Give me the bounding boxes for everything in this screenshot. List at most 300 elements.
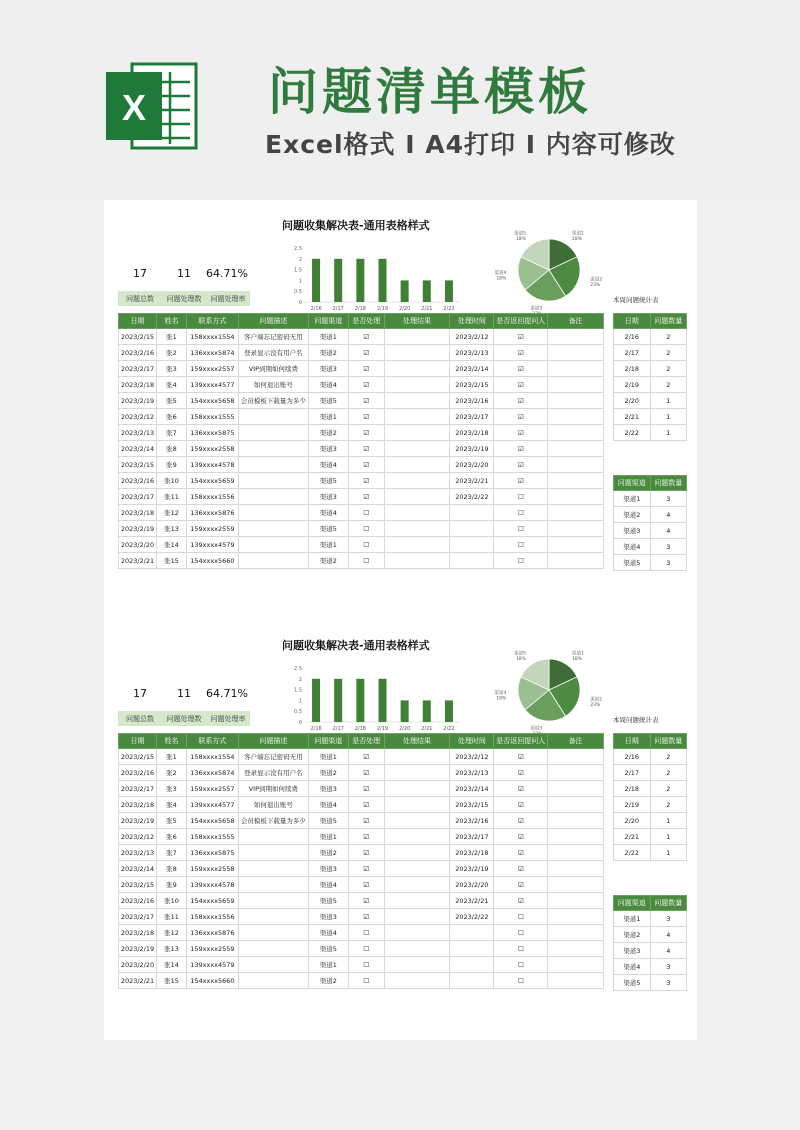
column-header: 问题数量 bbox=[650, 314, 686, 329]
table-cell: 3 bbox=[650, 911, 686, 927]
table-cell: 2023/2/20 bbox=[119, 537, 157, 553]
table-cell: 如何退出账号 bbox=[238, 797, 308, 813]
checked-checkbox[interactable]: ☑ bbox=[494, 345, 548, 361]
checked-checkbox[interactable]: ☑ bbox=[494, 393, 548, 409]
x-tick-label: 2/22 bbox=[443, 306, 455, 312]
table-row bbox=[119, 377, 604, 393]
table-cell: 136xxxx5875 bbox=[186, 425, 238, 441]
table-cell: 3 bbox=[650, 555, 686, 571]
table-cell: 张2 bbox=[156, 765, 186, 781]
table-cell: 154xxxx5660 bbox=[186, 973, 238, 989]
table-cell: 张10 bbox=[156, 473, 186, 489]
table-cell: 2/19 bbox=[614, 797, 651, 813]
column-header: 日期 bbox=[614, 314, 651, 329]
table-cell bbox=[384, 329, 450, 345]
checked-checkbox[interactable]: ☑ bbox=[348, 457, 384, 473]
table-cell bbox=[384, 521, 450, 537]
table-row bbox=[119, 861, 604, 877]
table-cell: 2 bbox=[650, 749, 686, 765]
table-cell: 2023/2/17 bbox=[119, 361, 157, 377]
table-row bbox=[614, 523, 687, 539]
pie-percent-label: 18% bbox=[496, 696, 507, 702]
table-cell: 136xxxx5876 bbox=[186, 925, 238, 941]
checked-checkbox[interactable]: ☑ bbox=[494, 781, 548, 797]
table-cell bbox=[450, 521, 494, 537]
table-row bbox=[614, 345, 687, 361]
table-cell: 渠道1 bbox=[308, 409, 348, 425]
checked-checkbox[interactable]: ☑ bbox=[348, 361, 384, 377]
table-cell: 张13 bbox=[156, 521, 186, 537]
table-cell: 张12 bbox=[156, 925, 186, 941]
table-cell: 154xxxx5658 bbox=[186, 393, 238, 409]
unchecked-checkbox[interactable]: ☐ bbox=[348, 505, 384, 521]
unchecked-checkbox[interactable]: ☐ bbox=[348, 537, 384, 553]
table-cell: 2 bbox=[650, 765, 686, 781]
table-cell bbox=[384, 797, 450, 813]
table-cell bbox=[238, 457, 308, 473]
table-row bbox=[119, 797, 604, 813]
table-cell: 渠道4 bbox=[308, 505, 348, 521]
stat-label-row bbox=[118, 711, 250, 726]
table-cell bbox=[548, 909, 604, 925]
checked-checkbox[interactable]: ☑ bbox=[348, 377, 384, 393]
table-cell bbox=[548, 377, 604, 393]
table-row bbox=[119, 781, 604, 797]
table-cell: 2023/2/21 bbox=[450, 473, 494, 489]
table-cell bbox=[384, 861, 450, 877]
checked-checkbox[interactable]: ☑ bbox=[348, 409, 384, 425]
table-cell: 2023/2/21 bbox=[450, 893, 494, 909]
table-cell bbox=[238, 845, 308, 861]
table-cell: 2023/2/20 bbox=[119, 957, 157, 973]
pie-percent-label: 18% bbox=[515, 236, 526, 242]
x-tick-label: 2/19 bbox=[376, 726, 389, 732]
table-cell: 渠道1 bbox=[308, 957, 348, 973]
table-cell bbox=[384, 553, 450, 569]
table-cell: 4 bbox=[650, 927, 686, 943]
table-cell: 3 bbox=[650, 539, 686, 555]
checked-checkbox[interactable]: ☑ bbox=[494, 377, 548, 393]
checked-checkbox[interactable]: ☑ bbox=[494, 361, 548, 377]
table-cell: 159xxxx2558 bbox=[186, 861, 238, 877]
table-row bbox=[119, 345, 604, 361]
checked-checkbox[interactable]: ☑ bbox=[348, 393, 384, 409]
sheet-title: 问题收集解决表-通用表格样式 bbox=[282, 639, 430, 652]
checked-checkbox[interactable]: ☑ bbox=[348, 909, 384, 925]
table-cell bbox=[450, 505, 494, 521]
hero-subtitle: Excel格式 I A4打印 I 内容可修改 bbox=[265, 130, 676, 159]
column-header: 问题数量 bbox=[650, 896, 686, 911]
column-header: 是否返回提问人 bbox=[494, 734, 548, 749]
column-header: 是否返回提问人 bbox=[494, 314, 548, 329]
column-header: 日期 bbox=[614, 734, 651, 749]
column-header: 联系方式 bbox=[186, 314, 238, 329]
table-cell bbox=[384, 973, 450, 989]
table-cell: 2023/2/13 bbox=[119, 425, 157, 441]
table-cell: 2023/2/15 bbox=[119, 457, 157, 473]
table-row bbox=[614, 749, 687, 765]
sheet-page-1 bbox=[104, 200, 697, 620]
table-cell bbox=[238, 925, 308, 941]
unchecked-checkbox[interactable]: ☐ bbox=[348, 941, 384, 957]
issue-table bbox=[118, 313, 604, 569]
pie-label: 渠道3 bbox=[530, 306, 543, 312]
unchecked-checkbox[interactable]: ☐ bbox=[494, 537, 548, 553]
table-cell: 154xxxx5658 bbox=[186, 813, 238, 829]
table-cell: 154xxxx5660 bbox=[186, 553, 238, 569]
y-tick-label: 0.5 bbox=[294, 289, 302, 296]
pie-label: 渠道2 bbox=[590, 277, 603, 283]
table-cell: 渠道5 bbox=[308, 813, 348, 829]
checked-checkbox[interactable]: ☑ bbox=[494, 813, 548, 829]
table-cell: 3 bbox=[650, 975, 686, 991]
bar-2/17 bbox=[334, 259, 342, 302]
table-row bbox=[119, 489, 604, 505]
table-cell: 4 bbox=[650, 523, 686, 539]
pie-label: 渠道1 bbox=[572, 231, 584, 237]
table-cell: 2 bbox=[650, 329, 686, 345]
table-cell bbox=[238, 553, 308, 569]
table-cell: 张11 bbox=[156, 489, 186, 505]
table-row bbox=[614, 329, 687, 345]
table-row bbox=[614, 377, 687, 393]
table-cell: 2023/2/17 bbox=[450, 829, 494, 845]
x-tick-label: 2/20 bbox=[399, 306, 411, 312]
handled-count: 11 bbox=[177, 267, 191, 280]
table-cell bbox=[548, 473, 604, 489]
unchecked-checkbox[interactable]: ☐ bbox=[494, 505, 548, 521]
x-tick-label: 2/17 bbox=[332, 306, 344, 312]
checked-checkbox[interactable]: ☑ bbox=[348, 813, 384, 829]
table-cell bbox=[238, 409, 308, 425]
x-tick-label: 2/22 bbox=[443, 726, 455, 732]
table-cell: 会员模板下载量为多少 bbox=[238, 393, 308, 409]
table-cell: 2023/2/16 bbox=[119, 345, 157, 361]
table-cell: 2023/2/16 bbox=[450, 813, 494, 829]
column-header: 是否处理 bbox=[348, 734, 384, 749]
table-cell: 2 bbox=[650, 345, 686, 361]
table-cell: 2023/2/18 bbox=[119, 797, 157, 813]
table-cell bbox=[548, 409, 604, 425]
table-cell: 张4 bbox=[156, 377, 186, 393]
table-cell: 158xxxx1555 bbox=[186, 829, 238, 845]
table-cell: 2/22 bbox=[614, 845, 651, 861]
checked-checkbox[interactable]: ☑ bbox=[494, 877, 548, 893]
checked-checkbox[interactable]: ☑ bbox=[348, 893, 384, 909]
table-cell bbox=[238, 877, 308, 893]
column-header: 问题描述 bbox=[238, 314, 308, 329]
unchecked-checkbox[interactable]: ☐ bbox=[494, 521, 548, 537]
checked-checkbox[interactable]: ☑ bbox=[494, 409, 548, 425]
table-cell: 渠道5 bbox=[308, 473, 348, 489]
x-tick-label: 2/16 bbox=[310, 726, 322, 732]
checked-checkbox[interactable]: ☑ bbox=[348, 877, 384, 893]
checked-checkbox[interactable]: ☑ bbox=[348, 749, 384, 765]
logo-letter: X bbox=[121, 87, 147, 128]
table-cell bbox=[238, 521, 308, 537]
table-cell bbox=[548, 973, 604, 989]
checked-checkbox[interactable]: ☑ bbox=[494, 441, 548, 457]
table-cell: 136xxxx5874 bbox=[186, 345, 238, 361]
y-tick-label: 2.5 bbox=[294, 246, 302, 252]
table-cell: 2023/2/19 bbox=[119, 393, 157, 409]
table-row bbox=[119, 505, 604, 521]
table-cell: 3 bbox=[650, 491, 686, 507]
table-cell: 2/20 bbox=[614, 393, 651, 409]
table-cell: 张12 bbox=[156, 505, 186, 521]
bar-2/20 bbox=[401, 700, 409, 722]
hero-title: 问题清单模板 bbox=[268, 63, 592, 121]
table-cell: 客户端忘记密码无用 bbox=[238, 329, 308, 345]
table-row bbox=[614, 911, 687, 927]
table-cell: 渠道1 bbox=[308, 829, 348, 845]
table-cell: 渠道3 bbox=[308, 781, 348, 797]
x-tick-label: 2/19 bbox=[376, 306, 389, 312]
unchecked-checkbox[interactable]: ☐ bbox=[494, 925, 548, 941]
pie-percent-label: 18% bbox=[496, 276, 507, 282]
handled-count: 11 bbox=[177, 687, 191, 700]
table-cell: 2023/2/17 bbox=[450, 409, 494, 425]
checked-checkbox[interactable]: ☑ bbox=[348, 345, 384, 361]
table-cell: 渠道5 bbox=[308, 941, 348, 957]
table-row bbox=[614, 829, 687, 845]
table-cell: VIP到期如何续费 bbox=[238, 361, 308, 377]
table-cell: 3 bbox=[650, 959, 686, 975]
table-cell: 1 bbox=[650, 829, 686, 845]
column-header: 日期 bbox=[119, 314, 157, 329]
column-header: 备注 bbox=[548, 314, 604, 329]
column-header: 日期 bbox=[119, 734, 157, 749]
table-cell: 2023/2/18 bbox=[450, 425, 494, 441]
y-tick-label: 2 bbox=[298, 676, 302, 683]
table-cell bbox=[238, 441, 308, 457]
table-cell: 如何退出账号 bbox=[238, 377, 308, 393]
unchecked-checkbox[interactable]: ☐ bbox=[348, 521, 384, 537]
table-cell: 渠道3 bbox=[308, 861, 348, 877]
checked-checkbox[interactable]: ☑ bbox=[494, 797, 548, 813]
checked-checkbox[interactable]: ☑ bbox=[348, 441, 384, 457]
table-row bbox=[119, 361, 604, 377]
table-cell: 2023/2/19 bbox=[119, 813, 157, 829]
table-cell: 张7 bbox=[156, 845, 186, 861]
table-cell: 渠道2 bbox=[614, 507, 651, 523]
y-tick-label: 2 bbox=[298, 256, 302, 263]
table-cell bbox=[384, 537, 450, 553]
table-cell bbox=[450, 957, 494, 973]
checked-checkbox[interactable]: ☑ bbox=[348, 861, 384, 877]
table-cell: 张15 bbox=[156, 553, 186, 569]
pie-percent-label: 23% bbox=[590, 702, 601, 708]
table-cell: 1 bbox=[650, 425, 686, 441]
checked-checkbox[interactable]: ☑ bbox=[494, 425, 548, 441]
checked-checkbox[interactable]: ☑ bbox=[494, 845, 548, 861]
handled-label: 问题处理数 bbox=[166, 715, 202, 723]
table-cell: 张9 bbox=[156, 877, 186, 893]
table-row bbox=[119, 473, 604, 489]
unchecked-checkbox[interactable]: ☐ bbox=[348, 957, 384, 973]
column-header: 问题渠道 bbox=[308, 314, 348, 329]
checked-checkbox[interactable]: ☑ bbox=[348, 781, 384, 797]
table-cell bbox=[238, 973, 308, 989]
x-tick-label: 2/18 bbox=[354, 306, 366, 312]
table-cell: 4 bbox=[650, 943, 686, 959]
unchecked-checkbox[interactable]: ☐ bbox=[494, 553, 548, 569]
table-cell bbox=[450, 553, 494, 569]
table-cell bbox=[238, 489, 308, 505]
bar-2/18 bbox=[356, 679, 364, 722]
checked-checkbox[interactable]: ☑ bbox=[348, 797, 384, 813]
sheet-title: 问题收集解决表-通用表格样式 bbox=[282, 219, 430, 232]
table-cell bbox=[384, 441, 450, 457]
table-cell: 张6 bbox=[156, 829, 186, 845]
table-cell: 159xxxx2557 bbox=[186, 361, 238, 377]
table-cell: 136xxxx5874 bbox=[186, 765, 238, 781]
pie-label: 渠道5 bbox=[514, 651, 526, 657]
table-row bbox=[119, 553, 604, 569]
column-header: 问题数量 bbox=[650, 734, 686, 749]
table-cell bbox=[384, 377, 450, 393]
table-cell: 张7 bbox=[156, 425, 186, 441]
table-cell bbox=[548, 797, 604, 813]
checked-checkbox[interactable]: ☑ bbox=[348, 765, 384, 781]
checked-checkbox[interactable]: ☑ bbox=[348, 473, 384, 489]
stat-label-row bbox=[118, 291, 250, 306]
column-header: 处理时间 bbox=[450, 734, 494, 749]
checked-checkbox[interactable]: ☑ bbox=[348, 329, 384, 345]
bar-2/17 bbox=[334, 679, 342, 722]
table-cell: 2023/2/18 bbox=[119, 377, 157, 393]
unchecked-checkbox[interactable]: ☐ bbox=[494, 909, 548, 925]
table-cell: 154xxxx5659 bbox=[186, 893, 238, 909]
table-cell: 158xxxx1554 bbox=[186, 329, 238, 345]
table-cell: 渠道2 bbox=[308, 973, 348, 989]
table-cell: 渠道3 bbox=[308, 361, 348, 377]
checked-checkbox[interactable]: ☑ bbox=[348, 845, 384, 861]
table-row bbox=[119, 813, 604, 829]
table-cell: 2023/2/12 bbox=[450, 329, 494, 345]
column-header: 问题渠道 bbox=[614, 476, 651, 491]
table-cell: 2023/2/18 bbox=[450, 845, 494, 861]
unchecked-checkbox[interactable]: ☐ bbox=[494, 941, 548, 957]
table-cell: 2/19 bbox=[614, 377, 651, 393]
table-row bbox=[614, 943, 687, 959]
table-row bbox=[119, 765, 604, 781]
table-cell: 2023/2/19 bbox=[119, 941, 157, 957]
table-cell: 渠道5 bbox=[308, 521, 348, 537]
pie-label: 渠道3 bbox=[530, 726, 543, 732]
table-cell: 渠道1 bbox=[614, 491, 651, 507]
bar-2/18 bbox=[356, 259, 364, 302]
table-cell: 154xxxx5659 bbox=[186, 473, 238, 489]
table-cell: 2/21 bbox=[614, 829, 651, 845]
y-tick-label: 1.5 bbox=[294, 687, 302, 694]
handled-rate: 64.71% bbox=[206, 267, 248, 280]
checked-checkbox[interactable]: ☑ bbox=[348, 829, 384, 845]
table-cell bbox=[384, 909, 450, 925]
unchecked-checkbox[interactable]: ☐ bbox=[348, 973, 384, 989]
table-cell: 2023/2/19 bbox=[450, 861, 494, 877]
table-cell bbox=[548, 393, 604, 409]
table-cell: 张1 bbox=[156, 329, 186, 345]
table-row bbox=[614, 845, 687, 861]
checked-checkbox[interactable]: ☑ bbox=[348, 489, 384, 505]
checked-checkbox[interactable]: ☑ bbox=[348, 425, 384, 441]
table-cell bbox=[384, 829, 450, 845]
table-cell: 2/22 bbox=[614, 425, 651, 441]
checked-checkbox[interactable]: ☑ bbox=[494, 329, 548, 345]
table-cell bbox=[548, 781, 604, 797]
table-cell: 2023/2/15 bbox=[119, 329, 157, 345]
table-cell: 渠道2 bbox=[308, 765, 348, 781]
table-cell: 1 bbox=[650, 393, 686, 409]
y-tick-label: 0.5 bbox=[294, 709, 302, 716]
table-cell: 2023/2/13 bbox=[450, 345, 494, 361]
column-header: 问题渠道 bbox=[614, 896, 651, 911]
checked-checkbox[interactable]: ☑ bbox=[494, 765, 548, 781]
table-cell: 2023/2/14 bbox=[450, 361, 494, 377]
checked-checkbox[interactable]: ☑ bbox=[494, 861, 548, 877]
bar-2/19 bbox=[379, 679, 387, 722]
table-cell: 139xxxx4577 bbox=[186, 377, 238, 393]
table-cell: 2/18 bbox=[614, 361, 651, 377]
table-row bbox=[119, 909, 604, 925]
table-cell: 2023/2/16 bbox=[119, 765, 157, 781]
pie-label: 渠道1 bbox=[572, 651, 584, 657]
table-cell bbox=[548, 521, 604, 537]
bar-2/22 bbox=[445, 700, 453, 722]
unchecked-checkbox[interactable]: ☐ bbox=[348, 925, 384, 941]
y-tick-label: 2.5 bbox=[294, 666, 302, 672]
checked-checkbox[interactable]: ☑ bbox=[494, 749, 548, 765]
table-cell bbox=[384, 781, 450, 797]
unchecked-checkbox[interactable]: ☐ bbox=[494, 489, 548, 505]
table-cell bbox=[238, 909, 308, 925]
pie-percent-label: 18% bbox=[572, 236, 583, 242]
column-header: 联系方式 bbox=[186, 734, 238, 749]
table-row bbox=[614, 425, 687, 441]
date-count-table bbox=[613, 313, 687, 441]
table-cell: 客户端忘记密码无用 bbox=[238, 749, 308, 765]
unchecked-checkbox[interactable]: ☐ bbox=[494, 973, 548, 989]
checked-checkbox[interactable]: ☑ bbox=[494, 473, 548, 489]
table-cell: 2023/2/17 bbox=[119, 909, 157, 925]
unchecked-checkbox[interactable]: ☐ bbox=[348, 553, 384, 569]
side-caption: 本周问题统计表 bbox=[613, 296, 659, 304]
table-cell bbox=[238, 473, 308, 489]
table-row bbox=[614, 555, 687, 571]
checked-checkbox[interactable]: ☑ bbox=[494, 893, 548, 909]
table-cell: 渠道4 bbox=[308, 377, 348, 393]
table-cell bbox=[238, 893, 308, 909]
table-cell bbox=[238, 505, 308, 521]
column-header: 处理时间 bbox=[450, 314, 494, 329]
table-cell: 渠道1 bbox=[308, 537, 348, 553]
table-cell: 张6 bbox=[156, 409, 186, 425]
channel-count-table bbox=[613, 475, 687, 571]
table-cell bbox=[548, 489, 604, 505]
table-cell bbox=[384, 345, 450, 361]
table-cell bbox=[384, 845, 450, 861]
table-row bbox=[119, 845, 604, 861]
bar-2/16 bbox=[312, 679, 320, 722]
table-cell bbox=[238, 537, 308, 553]
checked-checkbox[interactable]: ☑ bbox=[494, 457, 548, 473]
total-count: 17 bbox=[133, 267, 147, 280]
table-cell: 2/20 bbox=[614, 813, 651, 829]
unchecked-checkbox[interactable]: ☐ bbox=[494, 957, 548, 973]
x-tick-label: 2/20 bbox=[399, 726, 411, 732]
checked-checkbox[interactable]: ☑ bbox=[494, 829, 548, 845]
